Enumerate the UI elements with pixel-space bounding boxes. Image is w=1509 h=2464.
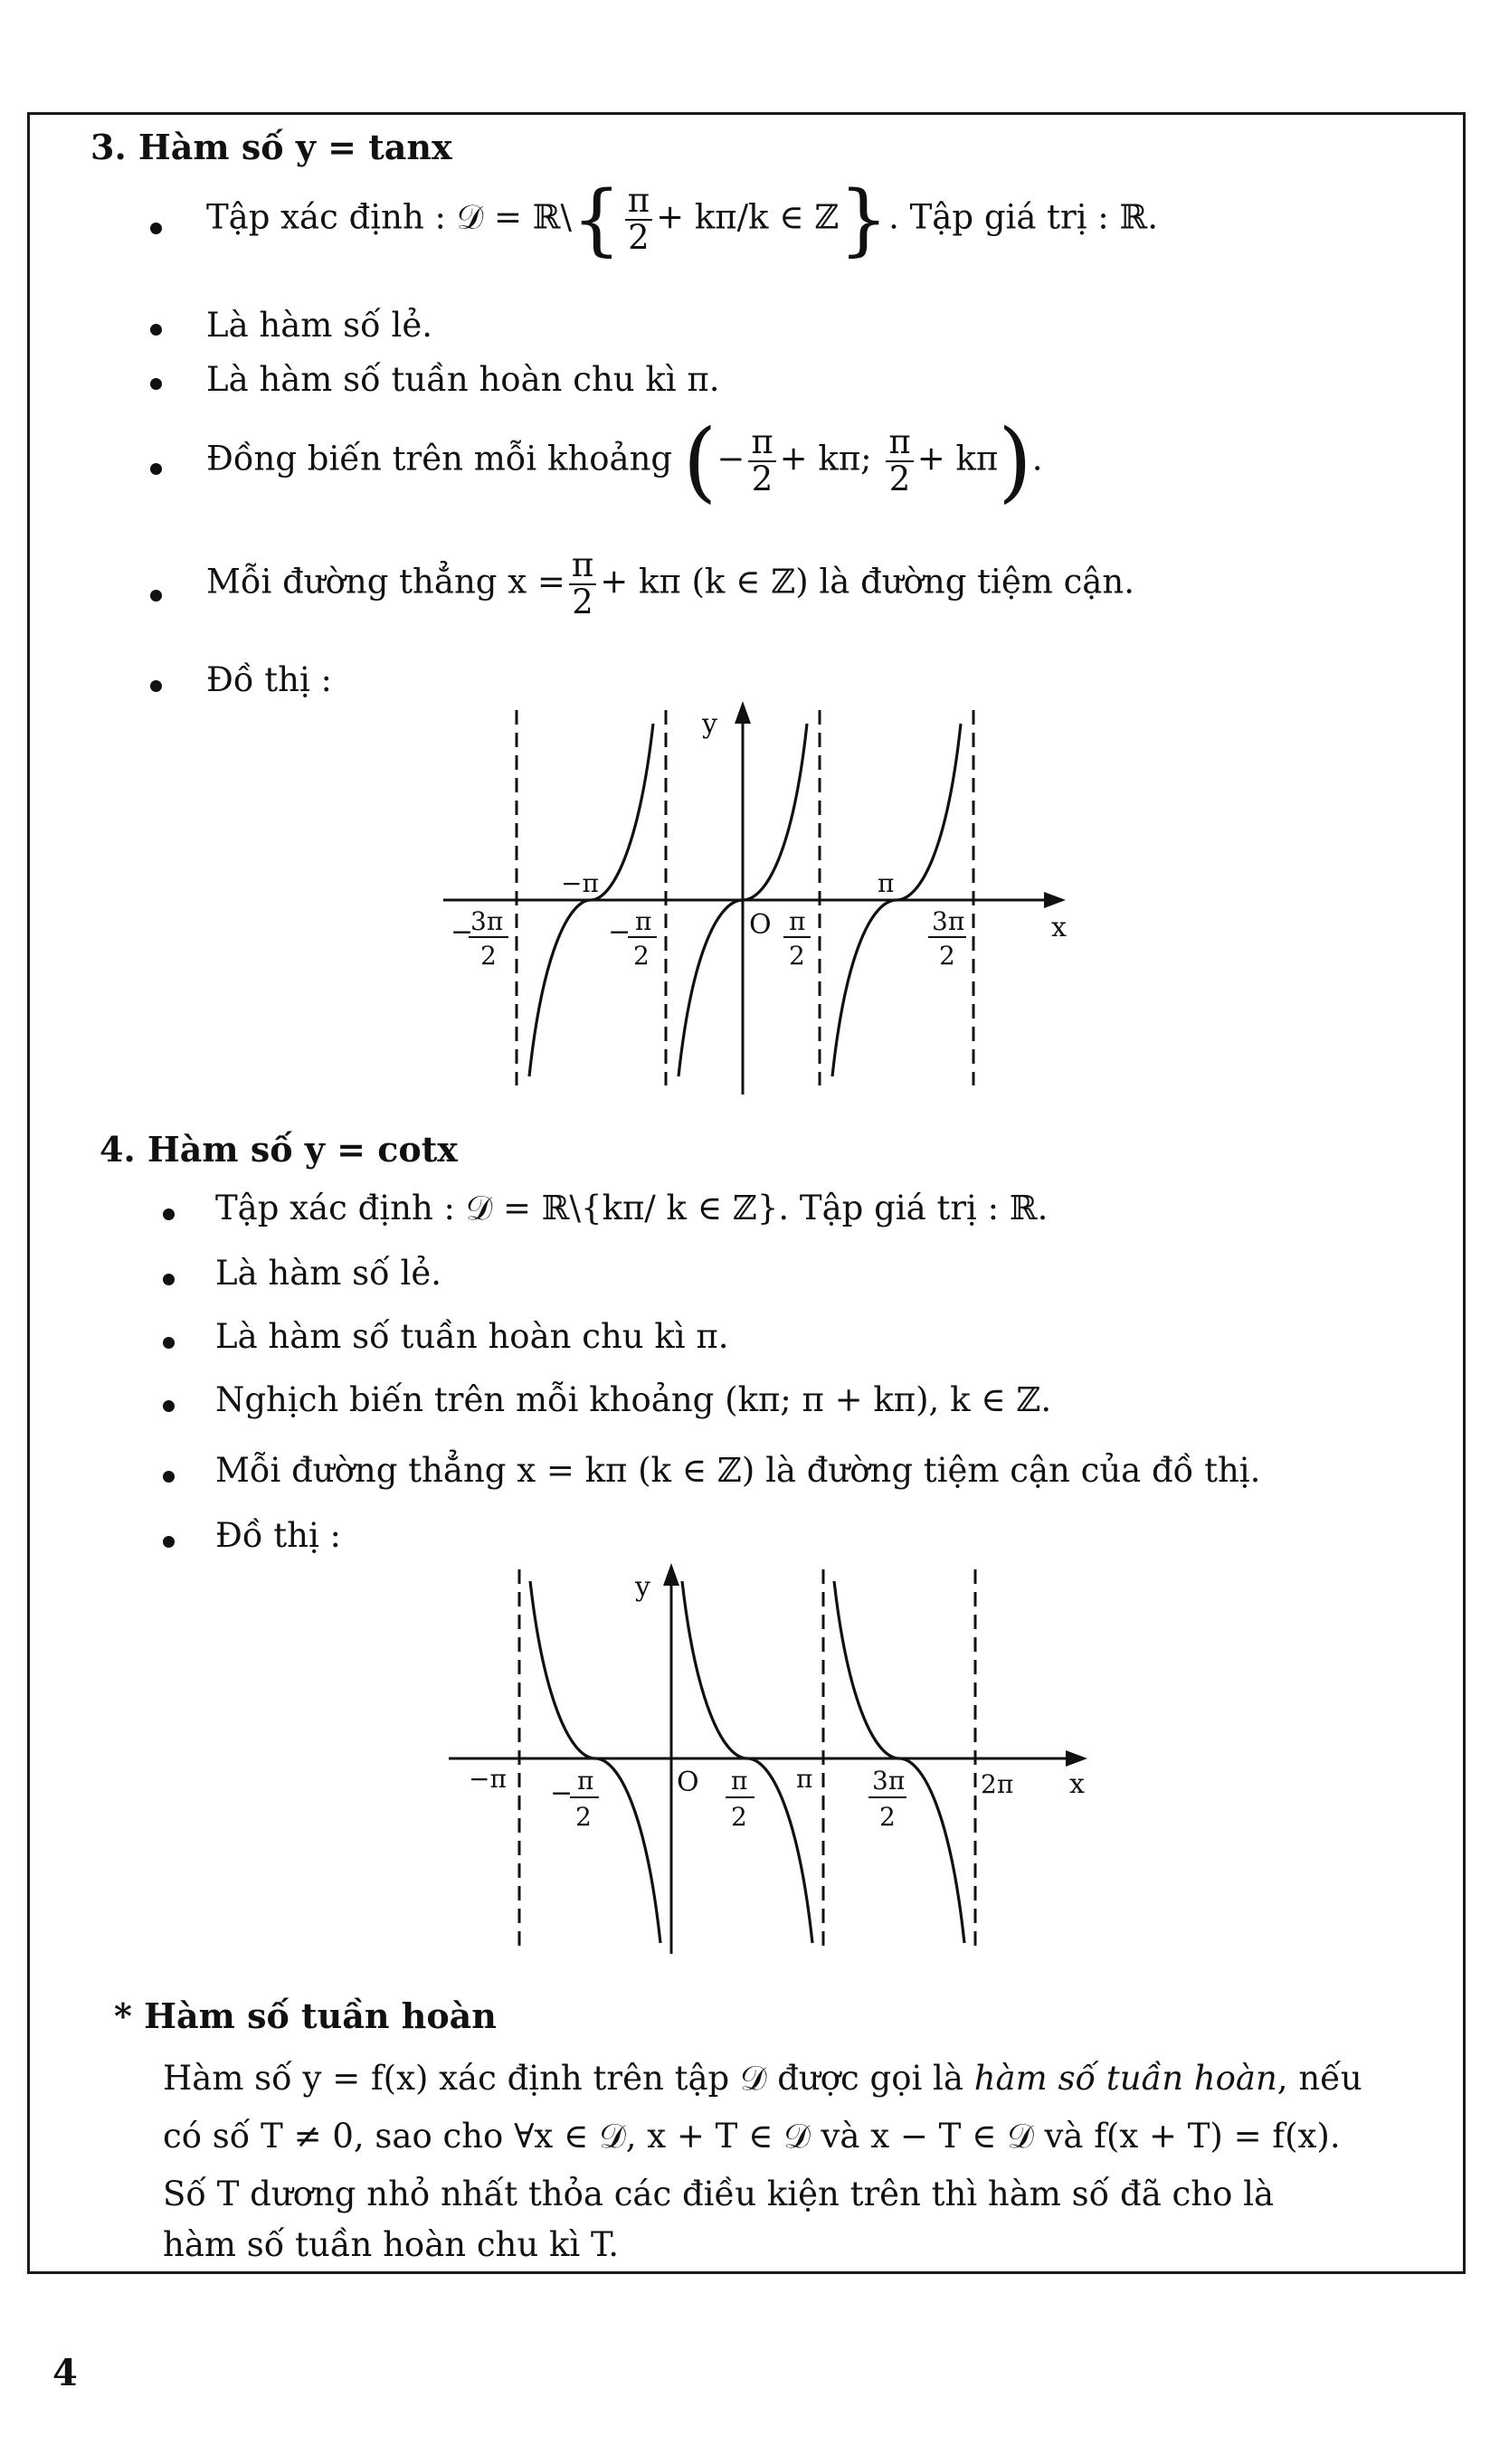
tan-period: Là hàm số tuần hoàn chu kì π. [206,360,720,399]
tan-asymptote-line [206,545,1134,621]
frac-den: 2 [888,460,911,498]
bullet [150,680,162,692]
frac-1 [748,422,775,498]
pi-label: π [796,1764,813,1794]
periodic-line-3: Số T dương nhỏ nhất thỏa các điều kiện trên thì hàm số đã cho là [163,2175,1275,2213]
tan-odd: Là hàm số lẻ. [206,306,433,345]
brace-open: { [572,175,622,265]
bullet [163,1536,175,1548]
bullet [163,1471,175,1483]
tan-domain-fraction [625,181,652,257]
frac-2 [886,422,913,498]
page-number: 4 [52,2352,78,2394]
cot-domain: Tập xác định : 𝒟 = ℝ\{kπ/ k ∈ ℤ}. Tập giá trị : ℝ. [215,1189,1049,1227]
tan-increasing-prefix: Đồng biến trên mỗi khoảng [206,439,673,479]
tick-pi2-num: π [789,906,806,936]
y-axis-arrow [735,701,751,724]
tan-asymptote-suffix: + kπ (k ∈ ℤ) là đường tiệm cận. [600,562,1134,602]
tan-range: . Tập giá trị : ℝ. [888,197,1159,237]
tan-increasing-end: + kπ [916,439,999,479]
frac-den: 2 [628,218,650,257]
tick-3pi2-den: 2 [939,941,955,971]
y-axis-arrow [663,1563,679,1586]
frac-num: π [748,425,775,462]
tan-asymptote-prefix: Mỗi đường thẳng x = [206,562,565,602]
periodic-title: * Hàm số tuần hoàn [114,1995,497,2036]
bullet [150,223,162,234]
cot-graph [449,1556,1100,1972]
cot-graph-label: Đồ thị : [215,1516,342,1555]
tick-m3pi2-sign: − [451,916,474,948]
bullet [163,1274,175,1285]
periodic-line-4: hàm số tuần hoàn chu kì T. [163,2225,619,2264]
frac-den: 2 [572,582,593,621]
periodic-line-1c: , nếu [1276,2059,1362,2098]
cot-decreasing: Nghịch biến trên mỗi khoảng (kπ; π + kπ), k ∈ ℤ. [215,1380,1052,1419]
bullet [163,1208,175,1220]
tan-graph [443,697,1077,1113]
x-axis-arrow [1066,1750,1087,1767]
tick-mpi2-den: 2 [633,941,650,971]
periodic-line-1 [163,2059,1362,2099]
two-pi-label: 2π [981,1769,1014,1799]
pi-label: π [878,868,895,898]
periodic-line-2: có số T ≠ 0, sao cho ∀x ∈ 𝒟, x + T ∈ 𝒟 và x − T ∈ 𝒟 và f(x + T) = f(x). [163,2117,1341,2156]
cot-branch-3 [834,1581,964,1943]
tick-mpi2-sign: − [608,916,631,948]
paren-close: ) [998,411,1032,512]
bullet [150,324,162,336]
minus-pi-label: −π [469,1764,507,1794]
cot-branch-1 [530,1581,660,1943]
tick-m3pi2-num: 3π [470,906,504,936]
tan-domain-inner: + kπ/k ∈ ℤ [656,197,840,237]
frac-num: π [886,425,913,462]
origin-label: O [749,909,772,941]
tick-mpi2-num: π [577,1766,594,1796]
tan-increasing-line: Đồng biến trên mỗi khoảng (− $\frac{\pi}{2}$ + kπ; $\frac{\pi}{2}$ + kπ). [206,411,1043,512]
tick-m3pi2-den: 2 [480,941,497,971]
section-3-title: 3. Hàm số y = tanx [90,127,452,167]
tan-graph-label: Đồ thị : [206,660,333,699]
bullet [150,590,162,602]
bullet [150,378,162,390]
frac-pi2 [569,545,596,621]
paren-open: ( [682,411,717,512]
y-label: y [635,1571,650,1603]
x-label: x [1069,1768,1085,1800]
tick-pi2-den: 2 [731,1802,747,1832]
bullet [150,463,162,475]
x-axis-arrow [1044,892,1066,908]
cot-odd: Là hàm số lẻ. [215,1254,442,1293]
tick-mpi2-sign: − [550,1777,574,1809]
periodic-term: hàm số tuần hoàn [973,2059,1277,2098]
cot-period: Là hàm số tuần hoàn chu kì π. [215,1317,729,1356]
tick-mpi2-den: 2 [575,1802,592,1832]
frac-den: 2 [751,460,773,498]
tick-3pi2-num: 3π [872,1766,906,1796]
tick-3pi2-num: 3π [932,906,965,936]
frac-num: π [625,184,652,221]
x-label: x [1051,912,1067,943]
tick-pi2-den: 2 [789,941,805,971]
tan-domain-line [206,175,1159,265]
cot-asymptote: Mỗi đường thẳng x = kπ (k ∈ ℤ) là đường tiệm cận của đồ thị. [215,1451,1261,1490]
cot-branch-2 [682,1581,812,1943]
minus-pi-label: −π [561,868,599,898]
origin-label: O [677,1767,699,1798]
tan-increasing-mid: + kπ; [779,439,872,479]
tick-3pi2-den: 2 [879,1802,896,1832]
tick-pi2-num: π [731,1766,748,1796]
tick-mpi2-num: π [635,906,652,936]
bullet [163,1337,175,1349]
brace-close: } [839,175,889,265]
frac-num: π [569,548,596,585]
periodic-line-1a: Hàm số y = f(x) xác định trên tập 𝒟 được gọi là [163,2059,974,2098]
tan-domain-prefix: Tập xác định : 𝒟 = ℝ\ [206,197,573,237]
y-label: y [702,708,717,740]
bullet [163,1400,175,1412]
section-4-title: 4. Hàm số y = cotx [100,1129,458,1170]
